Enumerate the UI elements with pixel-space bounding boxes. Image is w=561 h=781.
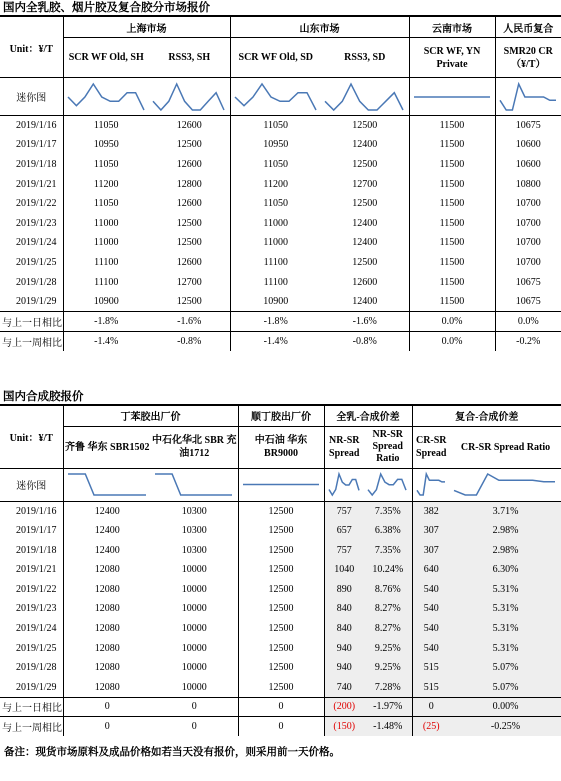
value-cell: 10000 [181,642,207,654]
section1-sparkline-0 [64,80,148,114]
value-cell: 7.35% [364,501,412,521]
date-cell: 2019/1/22 [15,198,57,210]
table-row [0,580,561,600]
summary-value-cell: -1.97% [364,697,412,717]
date-cell: 2019/1/17 [15,525,57,537]
value-cell: 757 [324,501,364,521]
summary-value-cell: -1.8% [230,311,321,331]
summary-value-cell: 0 [63,717,151,737]
section1-sparkline-5 [496,80,560,114]
summary-value-cell: -0.25% [450,717,561,737]
value-cell: 10700 [495,233,561,253]
value-cell: 11050 [63,116,149,136]
value-cell: 740 [324,677,364,697]
value-cell: 12500 [352,256,378,268]
section1-mini-chart-cell [63,78,149,116]
value-cell: 11500 [409,272,495,292]
value-cell: 11500 [409,155,495,175]
footnote: 备注：现货市场原料及成品价格如若当天没有报价，则采用前一天价格。 [4,747,340,759]
market-rmb-composite: 人民币复合 [495,17,561,38]
value-cell: 515 [412,677,450,697]
mini-chart-label: 迷你图 [0,468,63,501]
value-cell: 12600 [176,158,202,170]
table-row [0,174,561,194]
value-cell: 12500 [352,120,378,132]
unit-label: Unit：¥/T [9,43,53,55]
value-cell: 12500 [352,158,378,170]
value-cell: 5.07% [450,677,561,697]
value-cell: 11500 [409,213,495,233]
section2-mini-chart-cell [238,468,324,501]
section1-sparkline-1-line [153,84,224,110]
value-cell: 11500 [409,292,495,312]
col-nr-sr-spread: NR-SR Spread [324,426,364,468]
value-cell: 12400 [352,237,378,249]
value-cell: 11050 [63,194,149,214]
value-cell: 11500 [409,253,495,273]
value-cell: 12500 [238,580,324,600]
summary-value-cell: -1.6% [321,311,409,331]
value-cell: 12400 [63,540,151,560]
value-cell: 11200 [230,174,321,194]
section2-sparkline-6-line [454,474,555,495]
value-cell: 12700 [176,276,202,288]
value-cell: 12080 [63,560,151,580]
value-cell: 5.31% [450,638,561,658]
value-cell: 307 [412,521,450,541]
date-cell: 2019/1/29 [15,681,57,693]
value-cell: 12080 [63,658,151,678]
date-cell: 2019/1/25 [15,642,57,654]
value-cell: 6.38% [364,521,412,541]
value-cell: 840 [324,599,364,619]
date-cell: 2019/1/23 [15,603,57,615]
value-cell: 11500 [409,233,495,253]
summary-value-cell: 0.0% [409,311,495,331]
col-nr-sr-ratio: NR-SR Spread Ratio [372,429,404,465]
value-cell: 515 [412,658,450,678]
value-cell: 12400 [352,217,378,229]
section1-sparkline-1 [149,80,228,114]
value-cell: 10950 [230,135,321,155]
summary-value-cell: (150) [324,717,364,737]
value-cell: 307 [412,540,450,560]
value-cell: 5.31% [450,599,561,619]
section1-sparkline-3 [321,80,407,114]
value-cell: 540 [412,599,450,619]
section2-sparkline-3 [325,470,363,499]
value-cell: 12500 [238,658,324,678]
section1-mini-chart-cell [321,78,409,116]
section1-title: 国内全乳胶、烟片胶及复合胶分市场报价 [0,0,561,17]
value-cell: 12500 [238,638,324,658]
summary-value-cell: 0.00% [450,697,561,717]
value-cell: 11200 [63,174,149,194]
value-cell: 10000 [181,662,207,674]
value-cell: 10000 [181,622,207,634]
value-cell: 11100 [63,253,149,273]
value-cell: 12500 [238,521,324,541]
summary-value-cell: 0 [238,717,324,737]
value-cell: 8.27% [364,599,412,619]
value-cell: 12080 [63,677,151,697]
value-cell: 11500 [409,135,495,155]
value-cell: 10.24% [364,560,412,580]
section2-mini-chart-cell [324,468,364,501]
value-cell: 12500 [238,619,324,639]
value-cell: 640 [412,560,450,580]
value-cell: 11500 [409,116,495,136]
value-cell: 12700 [352,178,378,190]
section2-mini-chart-cell [412,468,450,501]
value-cell: 9.25% [364,658,412,678]
col-cr-sr-ratio: CR-SR Spread Ratio [460,441,551,453]
table-row [0,560,561,580]
value-cell: 10000 [181,603,207,615]
unit-label: Unit：¥/T [9,433,53,445]
natural-rubber-table [0,17,561,351]
mini-chart-label: 迷你图 [0,78,63,116]
col-smr20: SMR20 CR（¥/T） [495,38,561,78]
table-row [0,194,561,214]
value-cell: 540 [412,638,450,658]
value-cell: 6.30% [450,560,561,580]
table-row [0,233,561,253]
value-cell: 940 [324,658,364,678]
value-cell: 12500 [238,540,324,560]
value-cell: 657 [324,521,364,541]
value-cell: 12500 [176,295,202,307]
market-yunnan: 云南市场 [409,17,495,38]
value-cell: 1040 [324,560,364,580]
value-cell: 12400 [63,501,151,521]
col-scr-yn: SCR WF, YN Private [409,38,495,78]
col-sbr1502: 齐鲁 华东 SBR1502 [63,426,151,468]
table-row [0,253,561,273]
value-cell: 940 [324,638,364,658]
market-shanghai: 上海市场 [63,17,230,38]
section1-sparkline-2 [231,80,320,114]
value-cell: 2.98% [450,540,561,560]
value-cell: 11100 [230,272,321,292]
value-cell: 540 [412,619,450,639]
section2-sparkline-0-line [68,474,146,495]
value-cell: 5.31% [450,619,561,639]
value-cell: 12080 [63,619,151,639]
value-cell: 7.28% [364,677,412,697]
section1-mini-chart-cell [149,78,230,116]
value-cell: 10675 [495,272,561,292]
value-cell: 12400 [63,521,151,541]
section2-sparkline-6 [450,470,559,499]
col-scr-sh: SCR WF Old, SH [63,38,149,78]
value-cell: 11000 [230,213,321,233]
value-cell: 12080 [63,599,151,619]
date-cell: 2019/1/21 [15,178,57,190]
section2-sparkline-4 [364,470,410,499]
table-row [0,599,561,619]
section2-sparkline-3-line [329,474,359,495]
value-cell: 11500 [409,174,495,194]
date-cell: 2019/1/17 [15,139,57,151]
value-cell: 10675 [495,116,561,136]
value-cell: 10600 [495,135,561,155]
value-cell: 10700 [495,213,561,233]
summary-value-cell: (25) [412,717,450,737]
section1-sparkline-0-line [68,84,144,110]
value-cell: 11100 [63,272,149,292]
summary-label: 与上一日相比 [0,697,63,717]
value-cell: 11000 [230,233,321,253]
summary-row [0,311,561,331]
value-cell: 10300 [181,505,207,517]
section1-mini-chart-cell [230,78,321,116]
value-cell: 12500 [238,599,324,619]
summary-value-cell: -0.2% [495,331,561,351]
value-cell: 5.07% [450,658,561,678]
summary-label: 与上一周相比 [0,717,63,737]
value-cell: 12500 [176,237,202,249]
section1-mini-chart-cell [409,78,495,116]
section1-mini-chart-cell [495,78,561,116]
value-cell: 11500 [409,194,495,214]
value-cell: 10700 [495,253,561,273]
table-row [0,272,561,292]
table-row [0,135,561,155]
date-cell: 2019/1/29 [15,295,57,307]
value-cell: 12600 [176,256,202,268]
summary-value-cell: -1.6% [149,311,230,331]
date-cell: 2019/1/18 [15,158,57,170]
col-br9000: 中石油 华东 BR9000 [238,426,324,468]
summary-value-cell: 0 [63,697,151,717]
summary-value-cell: (200) [324,697,364,717]
table-row [0,116,561,136]
value-cell: 12080 [63,580,151,600]
table-row [0,155,561,175]
col-rss3-sd: RSS3, SD [344,52,386,63]
value-cell: 9.25% [364,638,412,658]
value-cell: 12600 [352,276,378,288]
col-sbr1712: 中石化华北 SBR 充油1712 [152,435,237,460]
section2-sparkline-1 [151,470,236,499]
value-cell: 10700 [495,194,561,214]
summary-label: 与上一日相比 [0,311,63,331]
section2-sparkline-5-line [417,474,445,495]
section2-sparkline-5 [413,470,449,499]
summary-value-cell: -1.48% [364,717,412,737]
value-cell: 10300 [181,525,207,537]
col-cr-sr-spread: CR-SR Spread [412,426,450,468]
value-cell: 10950 [63,135,149,155]
section1-sparkline-5-line [500,84,556,110]
value-cell: 10800 [495,174,561,194]
summary-row [0,717,561,737]
date-cell: 2019/1/16 [15,120,57,132]
value-cell: 11000 [63,213,149,233]
value-cell: 10600 [495,155,561,175]
value-cell: 2.98% [450,521,561,541]
summary-value-cell: 0.0% [409,331,495,351]
summary-value-cell: -1.4% [63,331,149,351]
value-cell: 12500 [238,677,324,697]
date-cell: 2019/1/24 [15,622,57,634]
value-cell: 7.35% [364,540,412,560]
value-cell: 12600 [176,198,202,210]
value-cell: 12500 [238,560,324,580]
value-cell: 10000 [181,681,207,693]
summary-value-cell: -0.8% [149,331,230,351]
date-cell: 2019/1/16 [15,505,57,517]
value-cell: 12500 [176,139,202,151]
section2-title: 国内合成胶报价 [0,389,561,406]
value-cell: 540 [412,580,450,600]
table-row [0,677,561,697]
table-row [0,521,561,541]
section2-mini-chart-cell [364,468,412,501]
table-row [0,638,561,658]
group-cr-sr: 复合-合成价差 [412,406,561,427]
section1-sparkline-3-line [325,84,403,110]
date-cell: 2019/1/18 [15,544,57,556]
summary-label: 与上一周相比 [0,331,63,351]
value-cell: 3.71% [450,501,561,521]
section2-mini-chart-cell [450,468,561,501]
section1-sparkline-4 [410,80,494,114]
table-row [0,658,561,678]
value-cell: 11050 [230,116,321,136]
value-cell: 10900 [230,292,321,312]
col-rss3-sh: RSS3, SH [168,52,211,63]
value-cell: 10900 [63,292,149,312]
group-nr-sr: 全乳-合成价差 [324,406,412,427]
value-cell: 11000 [63,233,149,253]
date-cell: 2019/1/23 [15,217,57,229]
value-cell: 8.76% [364,580,412,600]
summary-row [0,697,561,717]
summary-value-cell: 0 [151,697,238,717]
value-cell: 10000 [181,564,207,576]
col-scr-sd: SCR WF Old, SD [230,38,321,78]
group-br: 顺丁胶出厂价 [238,406,324,427]
value-cell: 8.27% [364,619,412,639]
value-cell: 11050 [63,155,149,175]
value-cell: 890 [324,580,364,600]
summary-value-cell: -1.4% [230,331,321,351]
date-cell: 2019/1/28 [15,662,57,674]
section2-sparkline-2 [239,470,323,499]
section2-sparkline-1-line [155,474,232,495]
value-cell: 757 [324,540,364,560]
summary-row [0,331,561,351]
value-cell: 12500 [176,217,202,229]
section2-sparkline-4-line [368,474,406,495]
group-sbr: 丁苯胶出厂价 [63,406,238,427]
date-cell: 2019/1/24 [15,237,57,249]
section1-sparkline-2-line [235,84,316,110]
value-cell: 12800 [176,178,202,190]
value-cell: 11050 [230,155,321,175]
synthetic-rubber-table [0,406,561,737]
table-row [0,501,561,521]
summary-value-cell: 0 [412,697,450,717]
summary-value-cell: -0.8% [321,331,409,351]
value-cell: 12500 [352,198,378,210]
section2-sparkline-0 [64,470,150,499]
table-row [0,213,561,233]
summary-value-cell: 0 [151,717,238,737]
value-cell: 10300 [181,544,207,556]
value-cell: 12500 [238,501,324,521]
table-row [0,540,561,560]
value-cell: 11100 [230,253,321,273]
date-cell: 2019/1/22 [15,583,57,595]
summary-value-cell: 0.0% [495,311,561,331]
market-shandong: 山东市场 [230,17,409,38]
date-cell: 2019/1/21 [15,564,57,576]
value-cell: 382 [412,501,450,521]
date-cell: 2019/1/28 [15,276,57,288]
summary-value-cell: -1.8% [63,311,149,331]
value-cell: 12600 [176,120,202,132]
section2-mini-chart-cell [63,468,151,501]
value-cell: 5.31% [450,580,561,600]
section2-mini-chart-cell [151,468,238,501]
value-cell: 12400 [352,139,378,151]
date-cell: 2019/1/25 [15,256,57,268]
value-cell: 840 [324,619,364,639]
value-cell: 10675 [495,292,561,312]
value-cell: 10000 [181,583,207,595]
value-cell: 12080 [63,638,151,658]
value-cell: 11050 [230,194,321,214]
table-row [0,292,561,312]
value-cell: 12400 [352,295,378,307]
summary-value-cell: 0 [238,697,324,717]
table-row [0,619,561,639]
